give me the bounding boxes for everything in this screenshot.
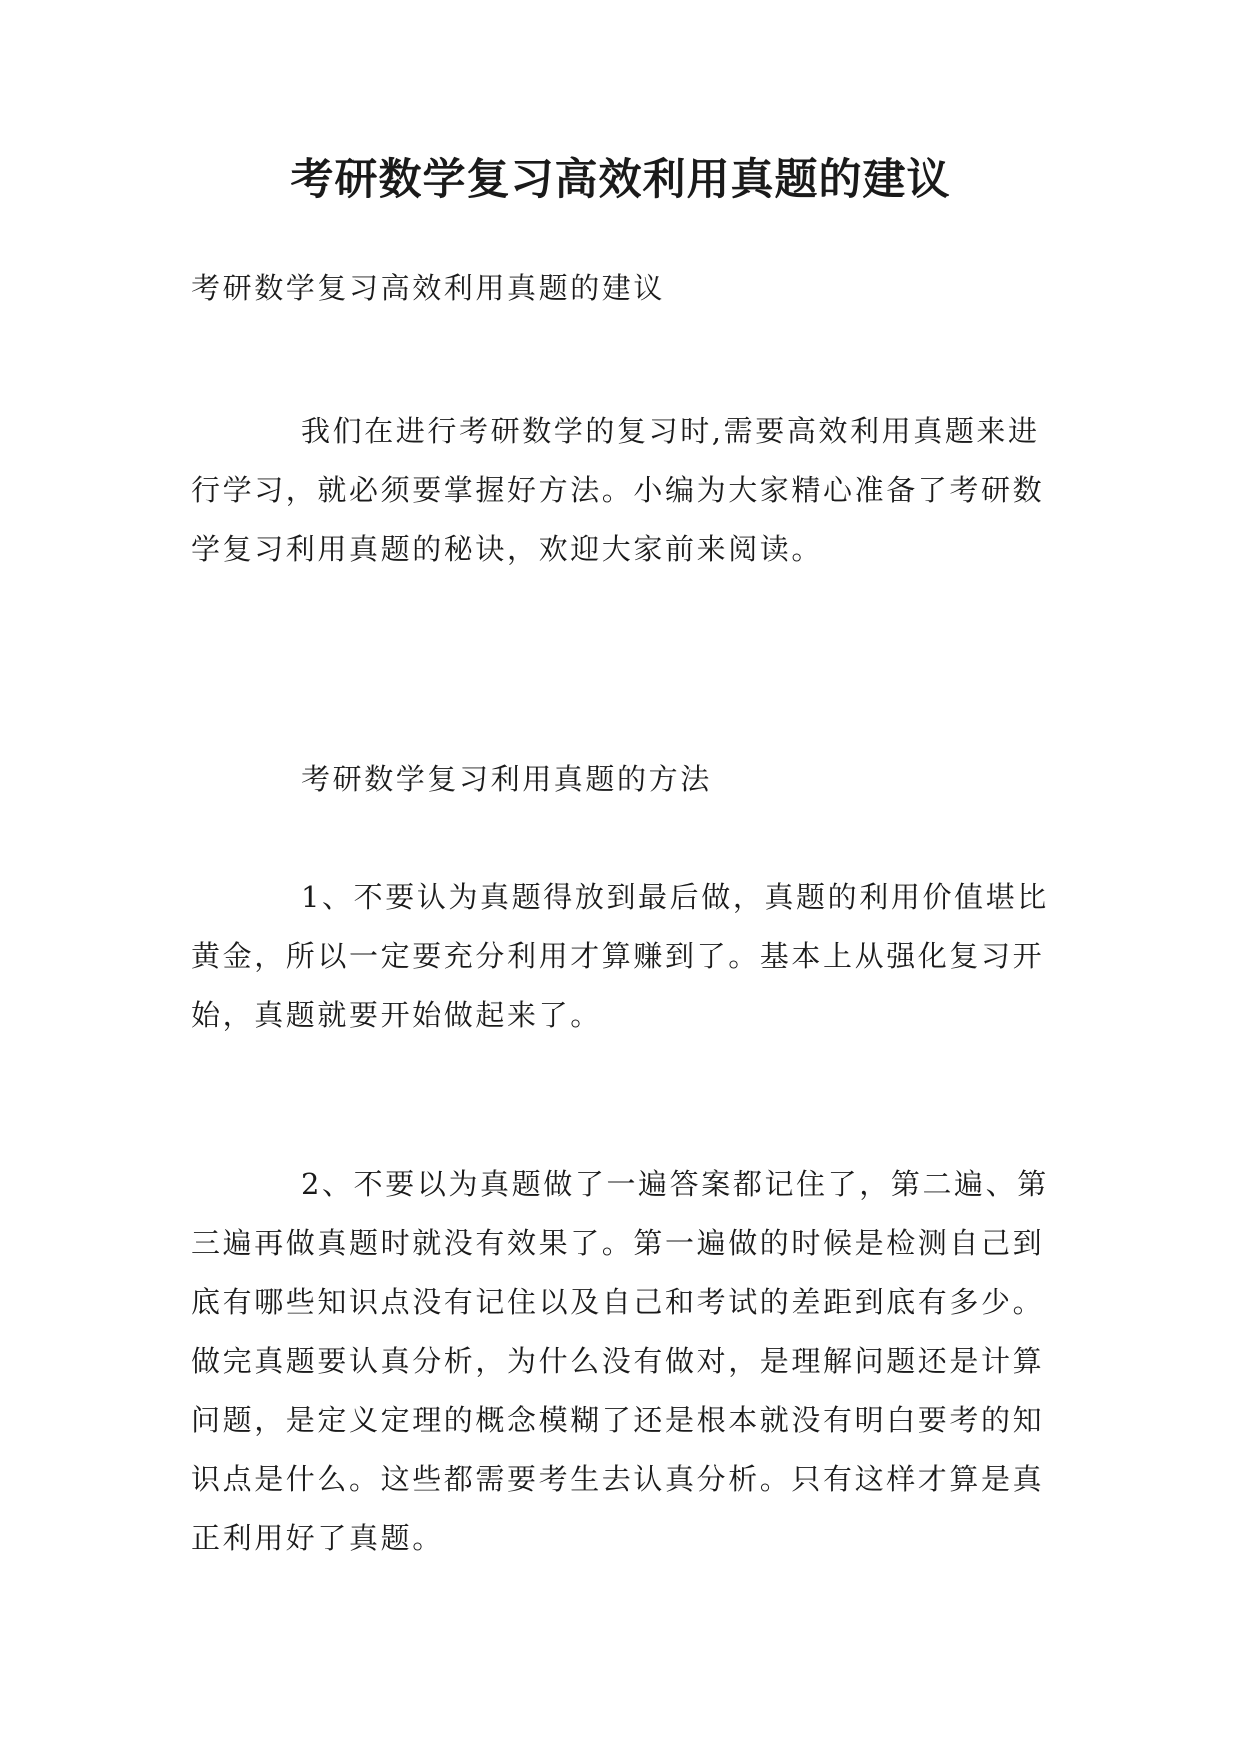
point-2-paragraph: 2、不要以为真题做了一遍答案都记住了，第二遍、第三遍再做真题时就没有效果了。第一遍做的时候是检测自己到底有哪些知识点没有记住以及自己和考试的差距到底有多少。做完真题要认真分析，为什么没有做对，是理解问题还是计算问题，是定义定理的概念模糊了还是根本就没有明白要考的知识点是什么。这些都需要考生去认真分析。只有这样才算是真正利用好了真题。 [191, 1167, 1049, 1555]
intro-paragraph: 我们在进行考研数学的复习时,需要高效利用真题来进行学习，就必须要掌握好方法。小编为大家精心准备了考研数学复习利用真题的秘诀，欢迎大家前来阅读。 [191, 414, 1045, 566]
section-heading: 考研数学复习利用真题的方法 [301, 762, 712, 796]
document-subtitle: 考研数学复习高效利用真题的建议 [191, 271, 666, 305]
point-1-paragraph: 1、不要认为真题得放到最后做，真题的利用价值堪比黄金，所以一定要充分利用才算赚到了。基本上从强化复习开始，真题就要开始做起来了。 [191, 880, 1049, 1032]
document-title: 考研数学复习高效利用真题的建议 [290, 155, 951, 205]
